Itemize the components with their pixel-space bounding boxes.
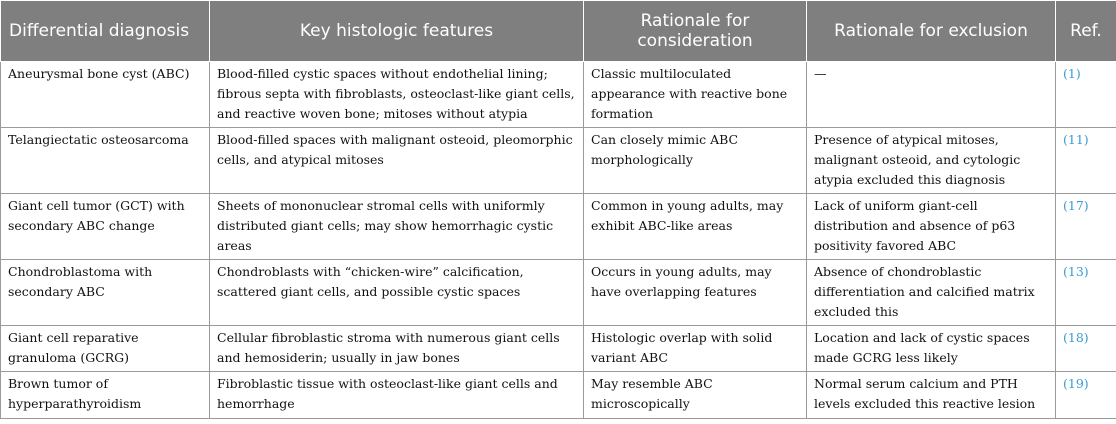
- cell-exclusion: Normal serum calcium and PTH levels excluded this reactive lesion: [807, 372, 1056, 419]
- table-row: [1, 62, 1116, 128]
- cell-diagnosis: Brown tumor of hyperparathyroidism: [1, 372, 210, 419]
- header-row: [1, 1, 1116, 62]
- reference-link[interactable]: (17): [1056, 194, 1116, 260]
- cell-consideration: Classic multiloculated appearance with reactive bone formation: [584, 62, 807, 128]
- reference-link[interactable]: (13): [1056, 260, 1116, 326]
- table-row: [1, 194, 1116, 260]
- cell-features: Blood-filled spaces with malignant osteoid, pleomorphic cells, and atypical mitoses: [210, 128, 584, 194]
- cell-exclusion: Lack of uniform giant-cell distribution and absence of p63 positivity favored ABC: [807, 194, 1056, 260]
- cell-features: Chondroblasts with “chicken-wire” calcification, scattered giant cells, and possible cystic spaces: [210, 260, 584, 326]
- cell-diagnosis: Giant cell tumor (GCT) with secondary ABC change: [1, 194, 210, 260]
- cell-consideration: May resemble ABC microscopically: [584, 372, 807, 419]
- cell-diagnosis: Aneurysmal bone cyst (ABC): [1, 62, 210, 128]
- column-header-diagnosis: Differential diagnosis: [1, 1, 210, 62]
- cell-exclusion: Presence of atypical mitoses, malignant osteoid, and cytologic atypia excluded this diagnosis: [807, 128, 1056, 194]
- cell-consideration: Can closely mimic ABC morphologically: [584, 128, 807, 194]
- table-row: [1, 128, 1116, 194]
- cell-consideration: Common in young adults, may exhibit ABC-like areas: [584, 194, 807, 260]
- cell-exclusion: Absence of chondroblastic differentiation and calcified matrix excluded this: [807, 260, 1056, 326]
- table-row: [1, 372, 1116, 419]
- cell-exclusion: Location and lack of cystic spaces made GCRG less likely: [807, 326, 1056, 372]
- cell-diagnosis: Telangiectatic osteosarcoma: [1, 128, 210, 194]
- reference-link[interactable]: (18): [1056, 326, 1116, 372]
- column-header-exclusion: Rationale for exclusion: [807, 1, 1056, 62]
- cell-exclusion: —: [807, 62, 1056, 128]
- reference-link[interactable]: (19): [1056, 372, 1116, 419]
- cell-consideration: Histologic overlap with solid variant ABC: [584, 326, 807, 372]
- cell-features: Cellular fibroblastic stroma with numerous giant cells and hemosiderin; usually in jaw bones: [210, 326, 584, 372]
- cell-diagnosis: Giant cell reparative granuloma (GCRG): [1, 326, 210, 372]
- column-header-consideration: Rationale for consideration: [584, 1, 807, 62]
- table-row: [1, 260, 1116, 326]
- cell-consideration: Occurs in young adults, may have overlapping features: [584, 260, 807, 326]
- column-header-ref: Ref.: [1056, 1, 1116, 62]
- reference-link[interactable]: (11): [1056, 128, 1116, 194]
- table-row: [1, 326, 1116, 372]
- cell-diagnosis: Chondroblastoma with secondary ABC: [1, 260, 210, 326]
- column-header-features: Key histologic features: [210, 1, 584, 62]
- reference-link[interactable]: (1): [1056, 62, 1116, 128]
- cell-features: Blood-filled cystic spaces without endothelial lining; fibrous septa with fibroblasts, osteoclast-like giant cells, and reactive woven bone; mitoses without atypia: [210, 62, 584, 128]
- cell-features: Sheets of mononuclear stromal cells with uniformly distributed giant cells; may show hemorrhagic cystic areas: [210, 194, 584, 260]
- cell-features: Fibroblastic tissue with osteoclast-like giant cells and hemorrhage: [210, 372, 584, 419]
